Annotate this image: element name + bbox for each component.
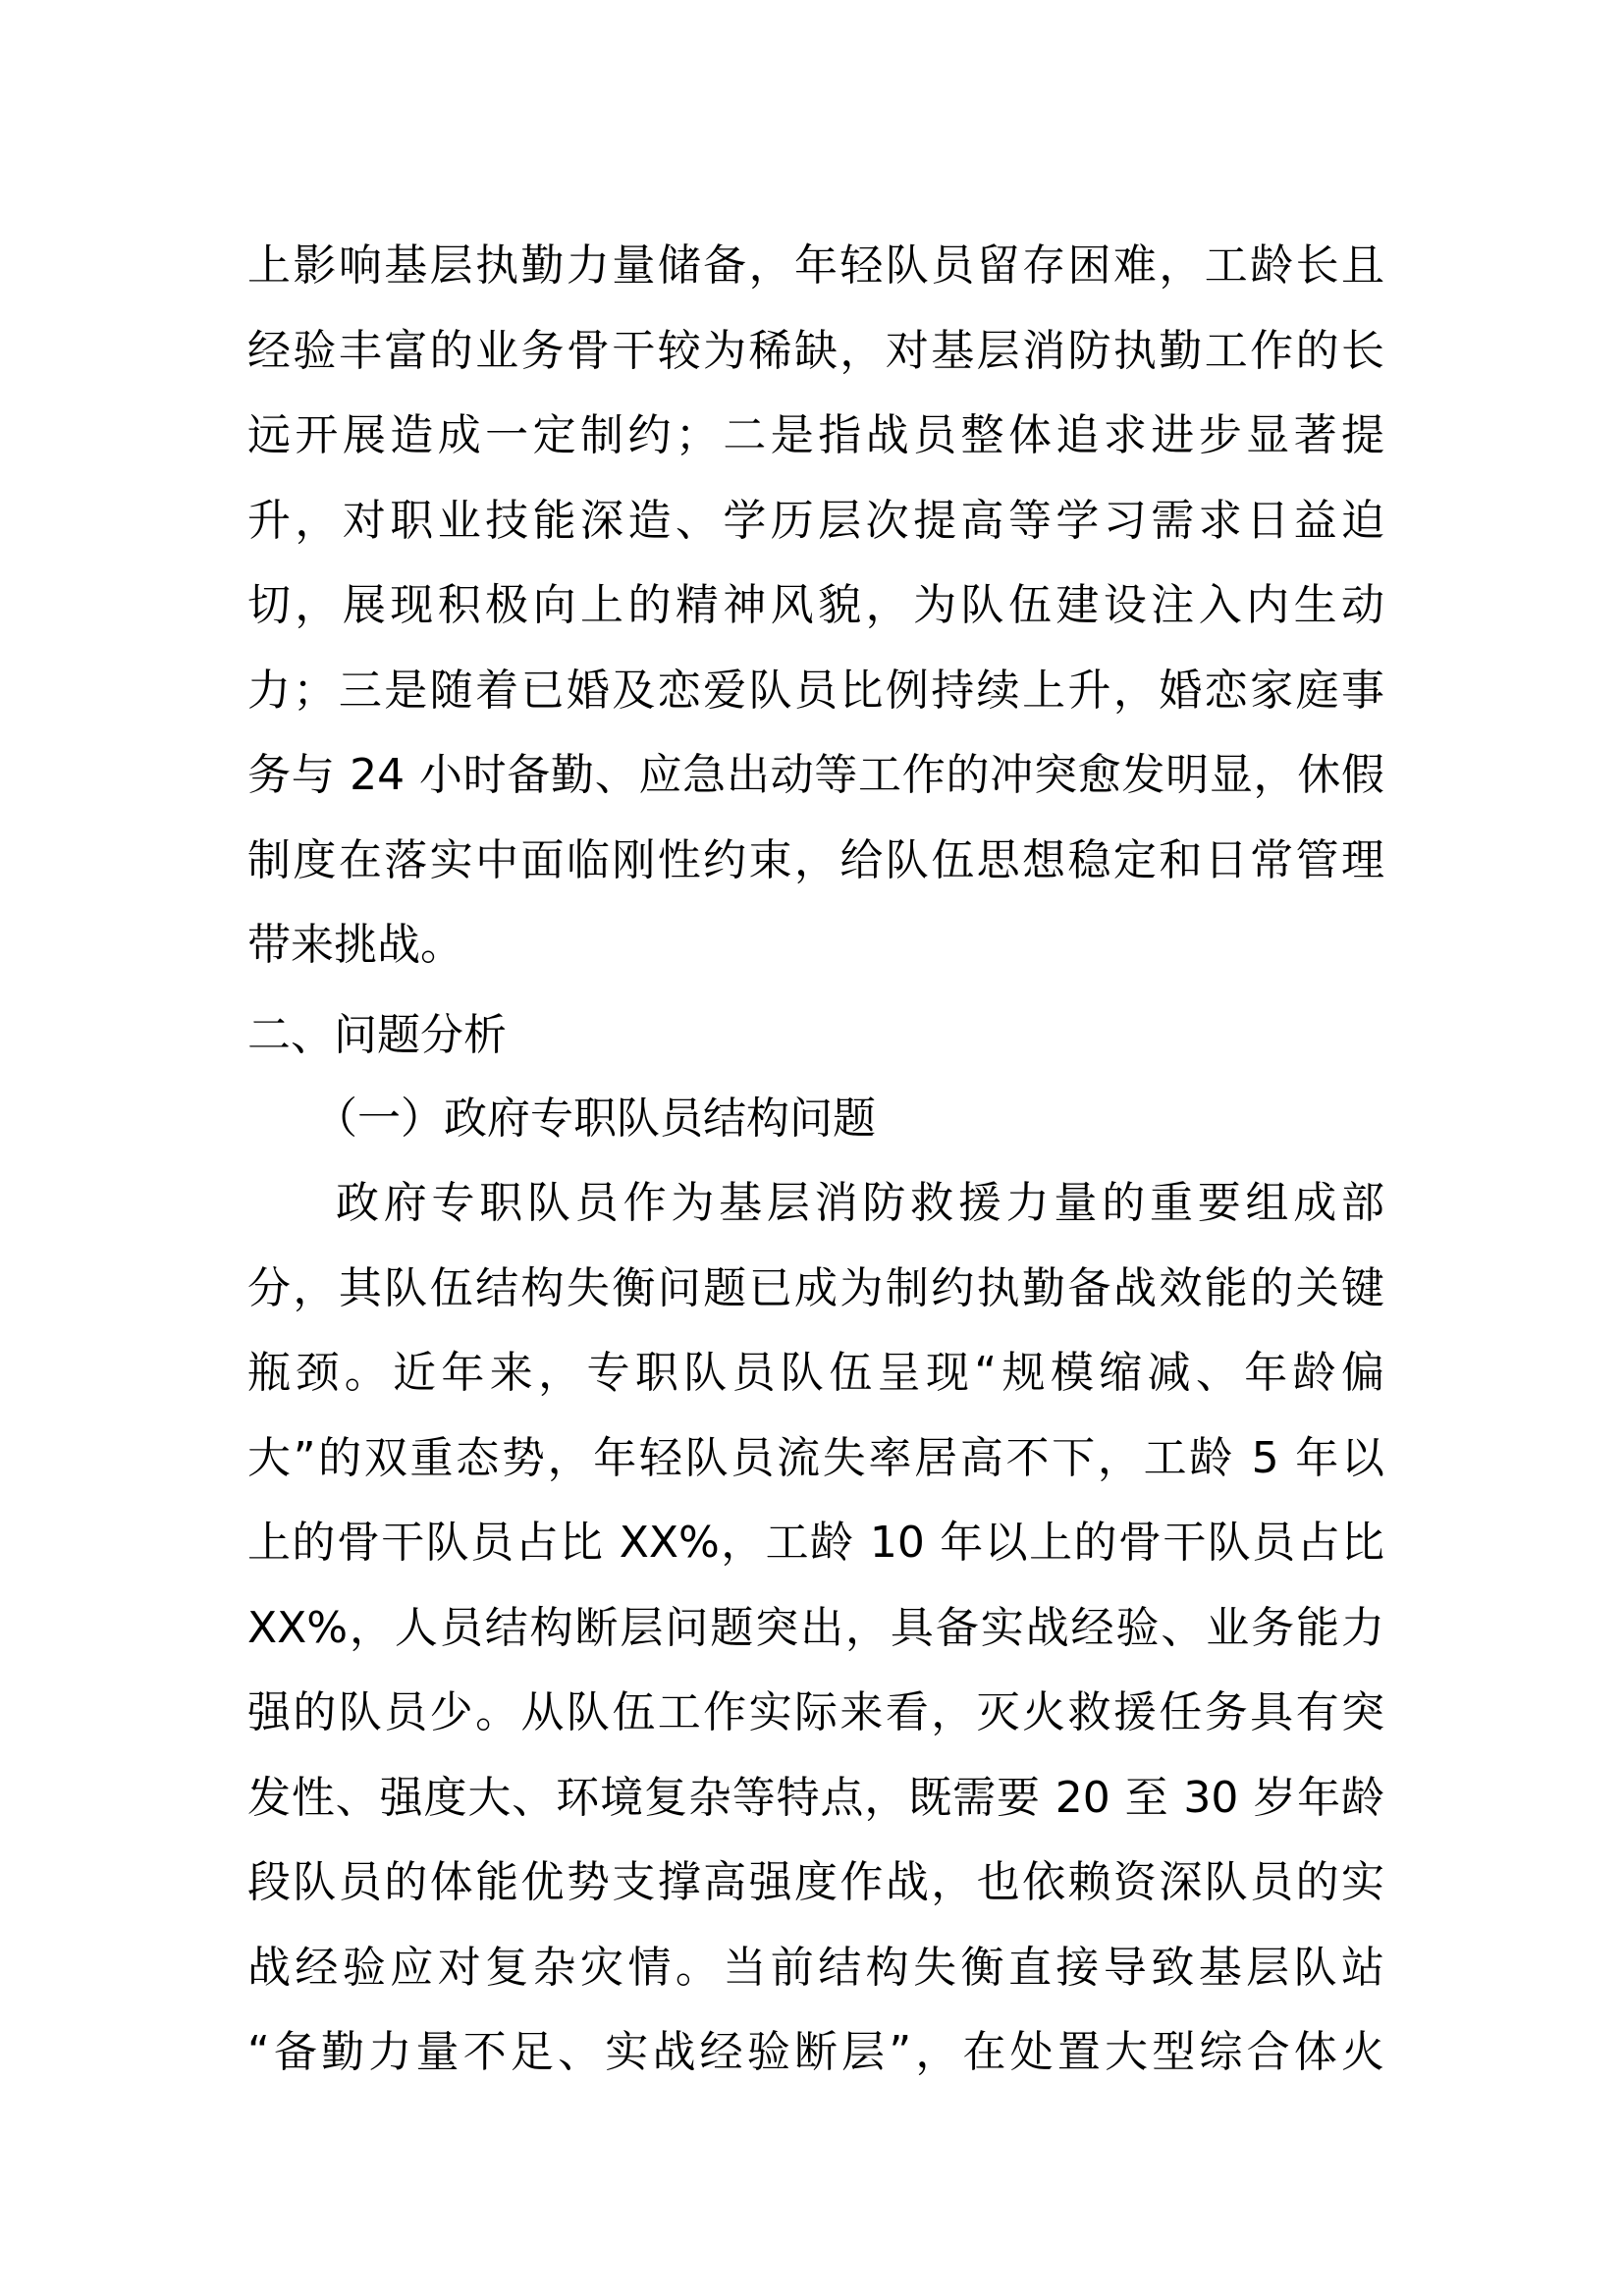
paragraph-1 bbox=[247, 224, 1384, 988]
section-heading-block bbox=[247, 993, 1384, 1079]
text-line: 政府专职队员作为基层消防救援力量的重要组成部 bbox=[336, 1178, 1384, 1228]
text-line: 上的骨干队员占比 XX%，工龄 10 年以上的骨干队员占比 bbox=[247, 1518, 1384, 1568]
text-line: 发性、强度大、环境复杂等特点，既需要 20 至 30 岁年龄 bbox=[247, 1772, 1384, 1823]
text-line: 升，对职业技能深造、学历层次提高等学习需求日益迫 bbox=[247, 495, 1384, 546]
text-line: 段队员的体能优势支撑高强度作战，也依赖资深队员的实 bbox=[247, 1857, 1384, 1907]
text-line: 制度在落实中面临刚性约束，给队伍思想稳定和日常管理 bbox=[247, 834, 1384, 885]
text-line: 强的队员少。从队伍工作实际来看，灭火救援任务具有突 bbox=[247, 1687, 1384, 1737]
text-line: 大”的双重态势，年轻队员流失率居高不下，工龄 5 年以 bbox=[247, 1432, 1384, 1483]
section-heading: 二、问题分析 bbox=[247, 1010, 507, 1060]
subsection-heading: （一）政府专职队员结构问题 bbox=[314, 1094, 876, 1144]
text-line: 切，展现积极向上的精神风貌，为队伍建设注入内生动 bbox=[247, 580, 1384, 630]
text-line: 力；三是随着已婚及恋爱队员比例持续上升，婚恋家庭事 bbox=[247, 665, 1384, 716]
text-line: 带来挑战。 bbox=[247, 920, 463, 970]
text-line: 上影响基层执勤力量储备，年轻队员留存困难，工龄长且 bbox=[247, 240, 1384, 291]
text-line: 务与 24 小时备勤、应急出动等工作的冲突愈发明显，休假 bbox=[247, 750, 1384, 800]
text-line: 分，其队伍结构失衡问题已成为制约执勤备战效能的关键 bbox=[247, 1262, 1384, 1313]
text-line: 经验丰富的业务骨干较为稀缺，对基层消防执勤工作的长 bbox=[247, 325, 1384, 376]
text-line: 远开展造成一定制约；二是指战员整体追求进步显著提 bbox=[247, 410, 1384, 460]
text-line: “备勤力量不足、实战经验断层”，在处置大型综合体火 bbox=[247, 2027, 1384, 2077]
text-line: 战经验应对复杂灾情。当前结构失衡直接导致基层队站 bbox=[247, 1942, 1384, 1993]
subsection-heading-block bbox=[314, 1077, 1384, 1162]
text-line: XX%，人员结构断层问题突出，具备实战经验、业务能力 bbox=[247, 1602, 1384, 1653]
text-line: 瓶颈。近年来，专职队员队伍呈现“规模缩减、年龄偏 bbox=[247, 1348, 1384, 1398]
paragraph-2 bbox=[247, 1161, 1384, 2096]
